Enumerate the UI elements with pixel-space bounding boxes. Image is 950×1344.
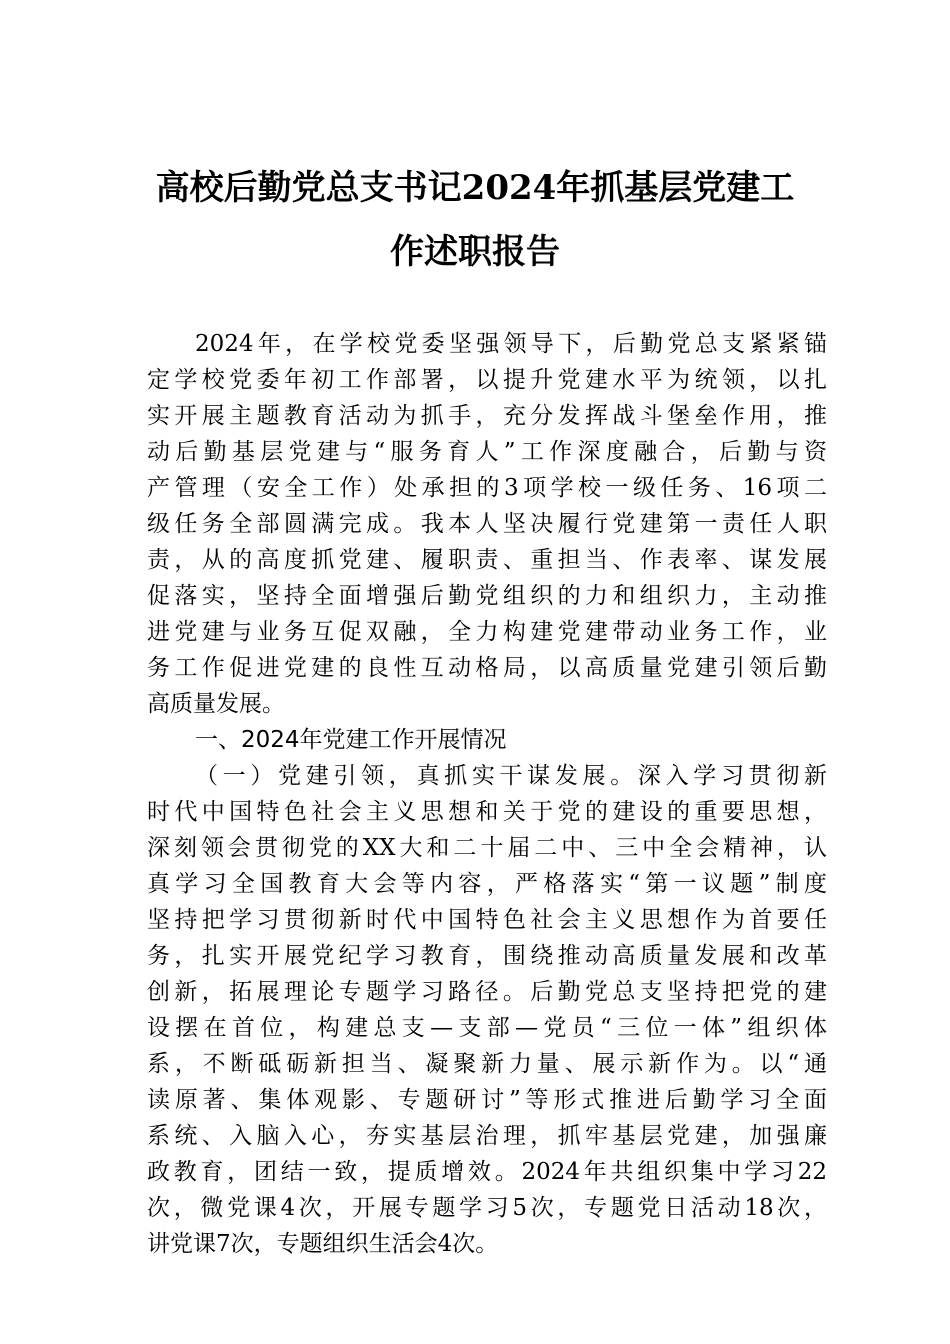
paragraph-1-line-3: 实开展主题教育活动为抓手，充分发挥战斗堡垒作用，推	[147, 403, 827, 429]
paragraph-2-line-9: 系，不断砥砺新担当、凝聚新力量、展示新作为。以“通	[147, 1051, 827, 1077]
section-heading: 一、2024年党建工作开展情况	[195, 727, 507, 753]
paragraph-1-line-8: 促落实，坚持全面增强后勤党组织的力和组织力，主动推	[147, 583, 827, 609]
paragraph-2-line-8: 设摆在首位，构建总支—支部—党员“三位一体”组织体	[147, 1015, 827, 1041]
paragraph-2-line-10: 读原著、集体观影、专题研讨”等形式推进后勤学习全面	[147, 1087, 827, 1113]
paragraph-1-line-1: 2024年，在学校党委坚强领导下，后勤党总支紧紧锚	[195, 331, 827, 357]
paragraph-2-line-4: 真学习全国教育大会等内容，严格落实“第一议题”制度	[147, 871, 827, 897]
paragraph-2-line-6: 务，扎实开展党纪学习教育，围绕推动高质量发展和改革	[147, 943, 827, 969]
paragraph-1-line-11: 高质量发展。	[147, 691, 285, 717]
paragraph-2-line-5: 坚持把学习贯彻新时代中国特色社会主义思想作为首要任	[147, 907, 827, 933]
document-title-line-1: 高校后勤党总支书记2024年抓基层党建工	[155, 168, 795, 208]
paragraph-1-line-9: 进党建与业务互促双融，全力构建党建带动业务工作，业	[147, 619, 827, 645]
paragraph-2-line-7: 创新，拓展理论专题学习路径。后勤党总支坚持把党的建	[147, 979, 827, 1005]
paragraph-2-line-12: 政教育，团结一致，提质增效。2024年共组织集中学习22	[147, 1159, 827, 1185]
paragraph-1-line-2: 定学校党委年初工作部署，以提升党建水平为统领，以扎	[147, 367, 827, 393]
paragraph-2-line-3: 深刻领会贯彻党的XX大和二十届二中、三中全会精神，认	[147, 835, 827, 861]
paragraph-2-line-2: 时代中国特色社会主义思想和关于党的建设的重要思想，	[147, 799, 827, 825]
paragraph-1-line-6: 级任务全部圆满完成。我本人坚决履行党建第一责任人职	[147, 511, 827, 537]
paragraph-2-line-1: （一）党建引领，真抓实干谋发展。深入学习贯彻新	[195, 763, 827, 789]
paragraph-2-line-13: 次，微党课4次，开展专题学习5次，专题党日活动18次，	[147, 1195, 827, 1221]
paragraph-1-line-4: 动后勤基层党建与“服务育人”工作深度融合，后勤与资	[147, 439, 827, 465]
paragraph-1-line-10: 务工作促进党建的良性互动格局，以高质量党建引领后勤	[147, 655, 827, 681]
paragraph-2-line-14: 讲党课7次，专题组织生活会4次。	[147, 1231, 499, 1257]
paragraph-1-line-7: 责，从的高度抓党建、履职责、重担当、作表率、谋发展	[147, 547, 827, 573]
document-title-line-2: 作述职报告	[390, 232, 560, 272]
paragraph-2-line-11: 系统、入脑入心，夯实基层治理，抓牢基层党建，加强廉	[147, 1123, 827, 1149]
paragraph-1-line-5: 产管理（安全工作）处承担的3项学校一级任务、16项二	[147, 475, 827, 501]
